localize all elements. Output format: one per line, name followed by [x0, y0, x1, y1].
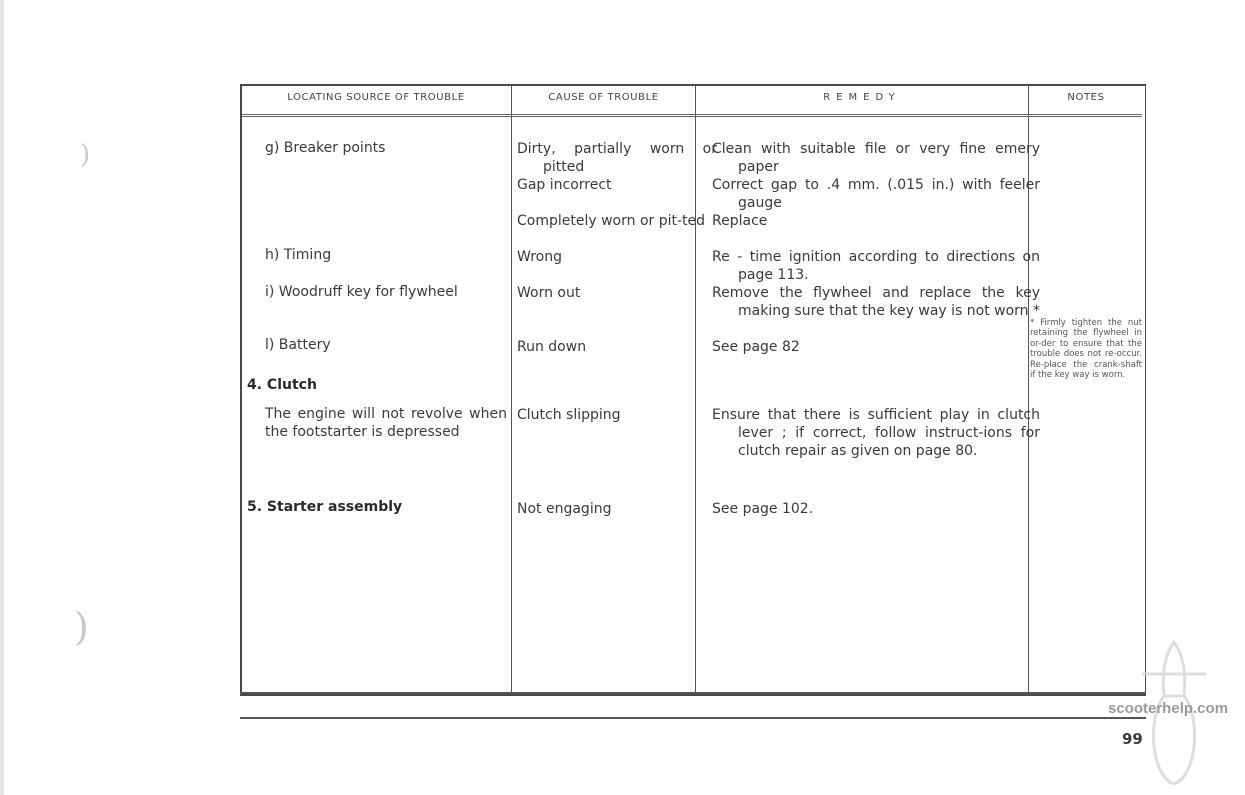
cause-not-engaging: Not engaging — [517, 501, 612, 517]
source-engine-not-revolve: The engine will not revolve when the footstarter is depressed — [265, 406, 507, 440]
section-starter-assembly: 5. Starter assembly — [247, 499, 403, 515]
header-cause: CAUSE OF TROUBLE — [548, 92, 659, 103]
remedy-replace: Replace — [712, 213, 768, 229]
source-timing: h) Timing — [265, 247, 332, 263]
cause-run-down: Run down — [517, 339, 587, 355]
cause-gap-incorrect: Gap incorrect — [517, 177, 612, 193]
scan-mark: ) — [80, 140, 91, 170]
page-number: 99 — [1122, 730, 1143, 748]
remedy-see-page-82: See page 82 — [712, 339, 800, 355]
watermark-text: scooterhelp.com — [1108, 700, 1229, 717]
remedy-clutch-play: Ensure that there is sufficient play in clutch lever ; if correct, follow instruct-ions for clutch repair as given on page 80. — [712, 407, 1040, 459]
footnote-text: * Firmly tighten the nut retaining the flywheel in or-der to ensure that the trouble does not re-occur. Re-place the crank-shaft if the key way is worn. — [1030, 318, 1142, 381]
source-breaker-points: g) Breaker points — [265, 140, 386, 156]
header-remedy: REMEDY — [823, 92, 901, 103]
remedy-retime: Re - time ignition according to directions on page 113. — [712, 249, 1040, 283]
cause-wrong: Wrong — [517, 249, 562, 265]
remedy-remove-flywheel: Remove the flywheel and replace the key making sure that the key way is not worn * — [712, 285, 1040, 319]
header-divider — [242, 114, 1142, 117]
section-clutch: 4. Clutch — [247, 377, 317, 393]
footer-rule — [240, 717, 1146, 719]
cause-worn-pitted: Completely worn or pit-ted — [517, 213, 706, 229]
remedy-correct-gap: Correct gap to .4 mm. (.015 in.) with feeler gauge — [712, 177, 1040, 211]
remedy-see-page-102: See page 102. — [712, 501, 814, 517]
header-locating: LOCATING SOURCE OF TROUBLE — [287, 92, 465, 103]
source-battery: l) Battery — [265, 337, 331, 353]
cause-worn-out: Worn out — [517, 285, 581, 301]
header-notes: NOTES — [1067, 92, 1105, 103]
table-bottom-rule — [240, 692, 1146, 694]
cause-dirty-pitted: Dirty, partially worn or pitted — [517, 141, 717, 175]
source-woodruff-key: i) Woodruff key for flywheel — [265, 284, 458, 300]
scan-mark: ) — [74, 605, 89, 649]
remedy-clean-file: Clean with suitable file or very fine emery paper — [712, 141, 1040, 175]
page-edge — [0, 0, 4, 795]
column-divider — [511, 84, 512, 692]
cause-clutch-slipping: Clutch slipping — [517, 407, 621, 423]
